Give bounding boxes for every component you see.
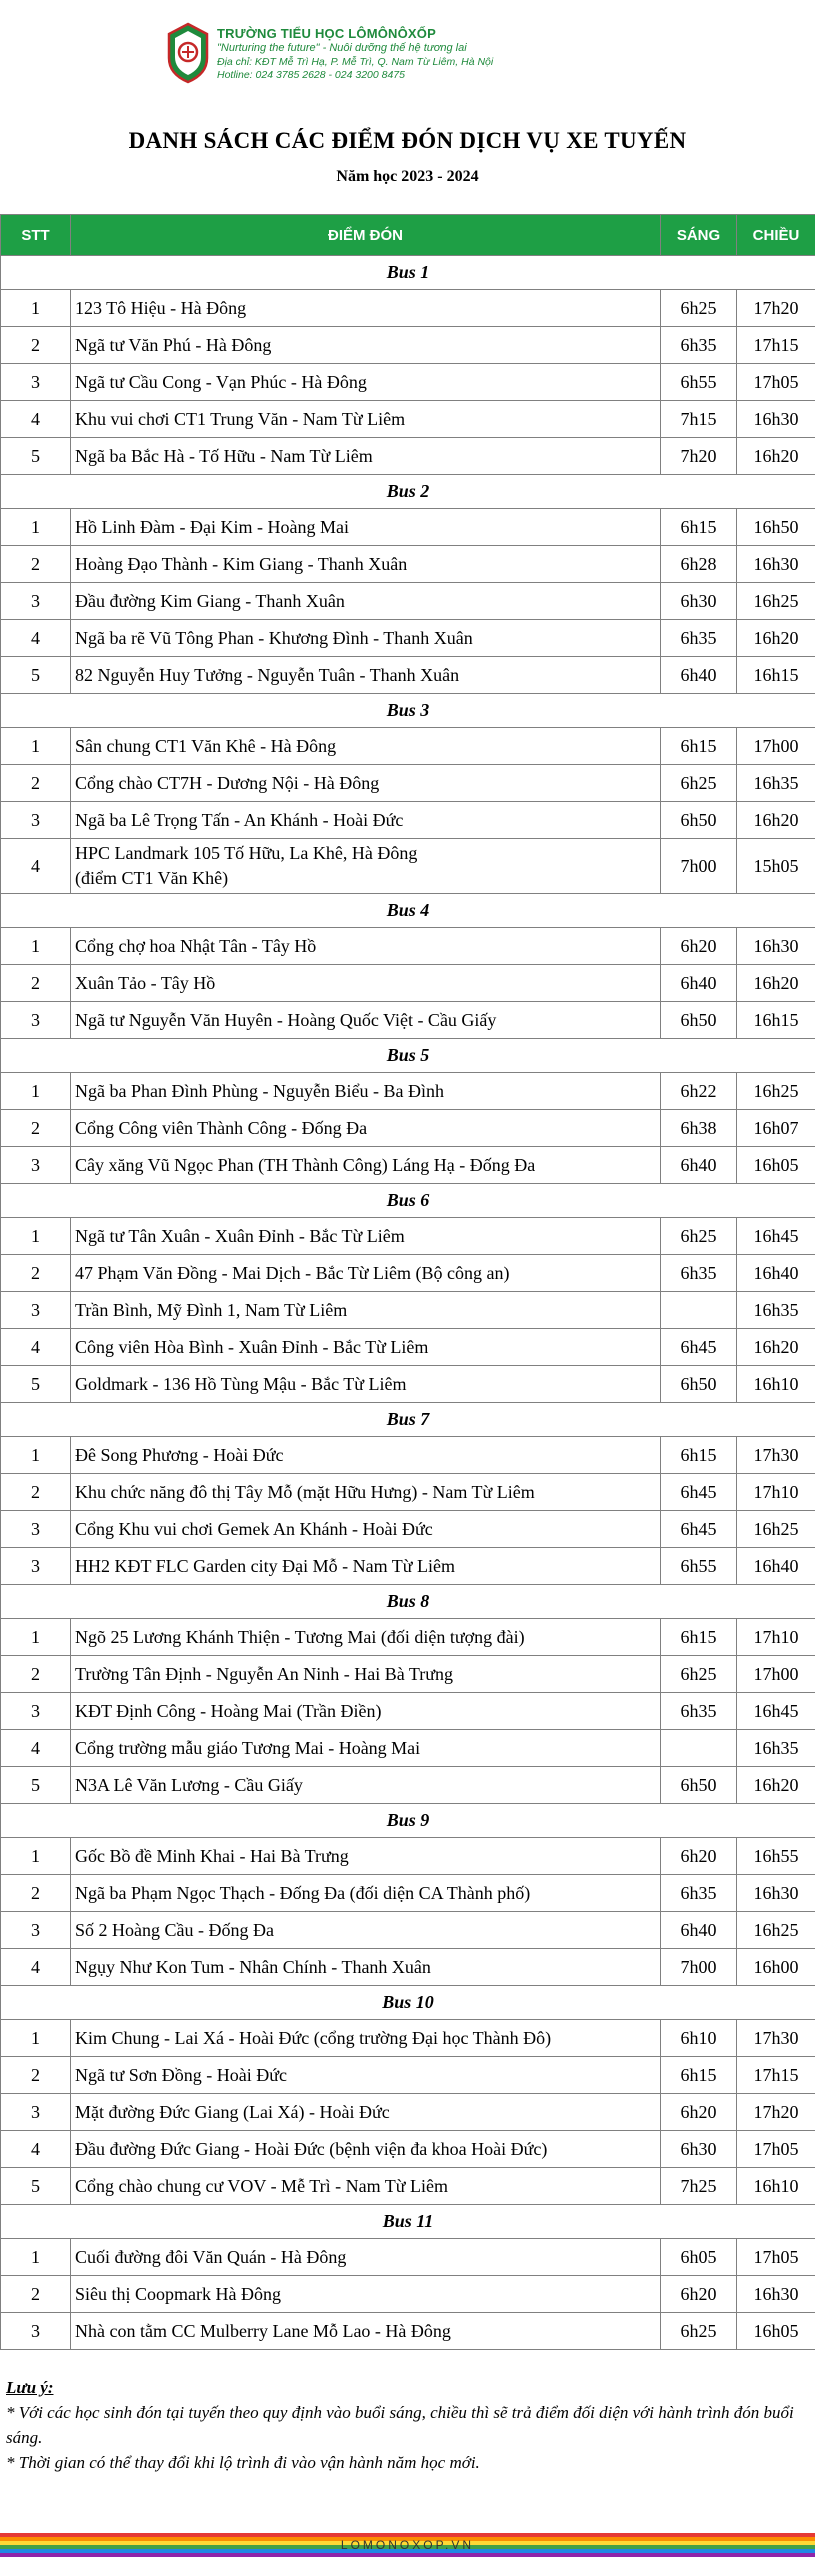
cell-afternoon: 17h20 xyxy=(737,290,815,327)
cell-morning: 6h50 xyxy=(661,802,737,839)
cell-stt: 5 xyxy=(1,2168,71,2205)
bus-name: Bus 1 xyxy=(1,256,815,290)
cell-stt: 1 xyxy=(1,1838,71,1875)
cell-afternoon: 16h25 xyxy=(737,1073,815,1110)
cell-afternoon: 17h15 xyxy=(737,327,815,364)
cell-morning: 6h15 xyxy=(661,509,737,546)
table-row xyxy=(1,1292,815,1329)
cell-morning: 6h25 xyxy=(661,765,737,802)
cell-stt: 3 xyxy=(1,583,71,620)
cell-stt: 5 xyxy=(1,1366,71,1403)
cell-morning: 6h45 xyxy=(661,1474,737,1511)
cell-morning: 6h38 xyxy=(661,1110,737,1147)
table-row xyxy=(1,2168,815,2205)
school-phone: Hotline: 024 3785 2628 - 024 3200 8475 xyxy=(217,69,405,82)
note-item: * Với các học sinh đón tại tuyến theo quy định vào buổi sáng, chiều thì sẽ trả điểm đối diện với hành trình đón buổi sáng. xyxy=(6,2403,794,2447)
table-row xyxy=(1,1511,815,1548)
cell-morning: 6h25 xyxy=(661,290,737,327)
table-row xyxy=(1,2057,815,2094)
bus-group-row xyxy=(1,694,815,728)
cell-stt: 4 xyxy=(1,401,71,438)
cell-morning: 6h10 xyxy=(661,2020,737,2057)
cell-point: KĐT Định Công - Hoàng Mai (Trần Điền) xyxy=(71,1693,661,1730)
cell-point: Cổng Công viên Thành Công - Đống Đa xyxy=(71,1110,661,1147)
page-title: DANH SÁCH CÁC ĐIỂM ĐÓN DỊCH VỤ XE TUYẾN xyxy=(128,128,687,153)
cell-morning: 6h35 xyxy=(661,327,737,364)
cell-stt: 2 xyxy=(1,2276,71,2313)
cell-afternoon: 17h00 xyxy=(737,728,815,765)
cell-afternoon: 16h45 xyxy=(737,1693,815,1730)
cell-morning: 6h25 xyxy=(661,2313,737,2350)
cell-stt: 2 xyxy=(1,1875,71,1912)
cell-afternoon: 16h45 xyxy=(737,1218,815,1255)
cell-stt: 5 xyxy=(1,657,71,694)
cell-stt: 4 xyxy=(1,1730,71,1767)
cell-morning: 6h28 xyxy=(661,546,737,583)
cell-morning: 6h25 xyxy=(661,1218,737,1255)
table-row xyxy=(1,1838,815,1875)
cell-stt: 3 xyxy=(1,1548,71,1585)
cell-stt: 3 xyxy=(1,1002,71,1039)
cell-point: Cổng Khu vui chơi Gemek An Khánh - Hoài Đức xyxy=(71,1511,661,1548)
school-logo-icon xyxy=(165,22,211,84)
cell-stt: 3 xyxy=(1,1912,71,1949)
cell-afternoon: 16h20 xyxy=(737,1329,815,1366)
cell-point: Cổng chào CT7H - Dương Nội - Hà Đông xyxy=(71,765,661,802)
cell-afternoon: 16h20 xyxy=(737,620,815,657)
cell-morning: 6h45 xyxy=(661,1329,737,1366)
table-row xyxy=(1,1619,815,1656)
cell-stt: 1 xyxy=(1,728,71,765)
table-header-row xyxy=(1,215,815,256)
cell-point: Trần Bình, Mỹ Đình 1, Nam Từ Liêm xyxy=(71,1292,661,1329)
table-row xyxy=(1,1255,815,1292)
cell-point: Đầu đường Kim Giang - Thanh Xuân xyxy=(71,583,661,620)
cell-afternoon: 17h10 xyxy=(737,1474,815,1511)
notes-title: Lưu ý: xyxy=(6,2378,54,2397)
cell-point: Công viên Hòa Bình - Xuân Đỉnh - Bắc Từ Liêm xyxy=(71,1329,661,1366)
cell-afternoon: 17h15 xyxy=(737,2057,815,2094)
bus-group-row xyxy=(1,1804,815,1838)
table-row xyxy=(1,1474,815,1511)
cell-stt: 4 xyxy=(1,620,71,657)
bus-group-row xyxy=(1,475,815,509)
cell-afternoon: 16h25 xyxy=(737,1912,815,1949)
cell-point: Đê Song Phương - Hoài Đức xyxy=(71,1437,661,1474)
bus-name: Bus 11 xyxy=(1,2205,815,2239)
school-name: TRƯỜNG TIỂU HỌC LÔMÔNÔXỐP xyxy=(217,26,436,41)
bus-group-row xyxy=(1,2205,815,2239)
table-row xyxy=(1,1767,815,1804)
cell-afternoon: 16h07 xyxy=(737,1110,815,1147)
cell-morning: 6h55 xyxy=(661,1548,737,1585)
cell-morning: 6h20 xyxy=(661,1838,737,1875)
cell-point: Ngõ 25 Lương Khánh Thiện - Tương Mai (đối diện tượng đài) xyxy=(71,1619,661,1656)
table-row xyxy=(1,1875,815,1912)
table-row xyxy=(1,509,815,546)
cell-morning: 6h15 xyxy=(661,728,737,765)
bus-group-row xyxy=(1,256,815,290)
cell-point: Cổng chào chung cư VOV - Mễ Trì - Nam Từ Liêm xyxy=(71,2168,661,2205)
school-year: Năm học 2023 - 2024 xyxy=(336,168,479,185)
table-row xyxy=(1,327,815,364)
cell-stt: 2 xyxy=(1,1474,71,1511)
cell-afternoon: 16h40 xyxy=(737,1255,815,1292)
cell-afternoon: 16h55 xyxy=(737,1838,815,1875)
cell-afternoon: 17h10 xyxy=(737,1619,815,1656)
cell-point: Mặt đường Đức Giang (Lai Xá) - Hoài Đức xyxy=(71,2094,661,2131)
cell-morning: 6h30 xyxy=(661,2131,737,2168)
table-row xyxy=(1,583,815,620)
bus-name: Bus 9 xyxy=(1,1804,815,1838)
table-row xyxy=(1,2313,815,2350)
cell-afternoon: 16h40 xyxy=(737,1548,815,1585)
table-row xyxy=(1,1693,815,1730)
table-row xyxy=(1,1912,815,1949)
table-row xyxy=(1,1110,815,1147)
pickup-table xyxy=(0,214,815,2350)
cell-afternoon: 16h20 xyxy=(737,802,815,839)
note-item: * Thời gian có thể thay đổi khi lộ trình đi vào vận hành năm học mới. xyxy=(6,2453,480,2472)
cell-afternoon: 16h05 xyxy=(737,2313,815,2350)
table-row xyxy=(1,401,815,438)
pickup-table-wrap xyxy=(0,214,815,2350)
cell-afternoon: 16h30 xyxy=(737,401,815,438)
cell-point: Gốc Bồ đề Minh Khai - Hai Bà Trưng xyxy=(71,1838,661,1875)
cell-afternoon: 16h35 xyxy=(737,765,815,802)
bus-group-row xyxy=(1,1039,815,1073)
cell-morning: 6h40 xyxy=(661,1147,737,1184)
cell-morning: 7h15 xyxy=(661,401,737,438)
cell-stt: 1 xyxy=(1,2020,71,2057)
cell-afternoon: 16h30 xyxy=(737,2276,815,2313)
cell-stt: 3 xyxy=(1,802,71,839)
cell-stt: 2 xyxy=(1,1656,71,1693)
table-row xyxy=(1,438,815,475)
cell-stt: 2 xyxy=(1,1110,71,1147)
cell-stt: 3 xyxy=(1,1511,71,1548)
school-address: Địa chỉ: KĐT Mễ Trì Hạ, P. Mễ Trì, Q. Nam Từ Liêm, Hà Nội xyxy=(217,56,494,68)
table-row xyxy=(1,2020,815,2057)
cell-morning: 6h05 xyxy=(661,2239,737,2276)
table-row xyxy=(1,1147,815,1184)
table-row xyxy=(1,1329,815,1366)
cell-point: Ngã tư Tân Xuân - Xuân Đỉnh - Bắc Từ Liêm xyxy=(71,1218,661,1255)
cell-afternoon: 17h05 xyxy=(737,2239,815,2276)
cell-stt: 3 xyxy=(1,2313,71,2350)
cell-afternoon: 16h30 xyxy=(737,546,815,583)
bus-name: Bus 8 xyxy=(1,1585,815,1619)
cell-point: Số 2 Hoàng Cầu - Đống Đa xyxy=(71,1912,661,1949)
cell-stt: 3 xyxy=(1,1292,71,1329)
cell-point: Ngã ba Lê Trọng Tấn - An Khánh - Hoài Đức xyxy=(71,802,661,839)
cell-point: Ngã ba Bắc Hà - Tố Hữu - Nam Từ Liêm xyxy=(71,438,661,475)
table-row xyxy=(1,2094,815,2131)
cell-point: Goldmark - 136 Hồ Tùng Mậu - Bắc Từ Liêm xyxy=(71,1366,661,1403)
bus-group-row xyxy=(1,1986,815,2020)
cell-afternoon: 16h00 xyxy=(737,1949,815,1986)
bus-group-row xyxy=(1,1403,815,1437)
cell-afternoon: 16h25 xyxy=(737,1511,815,1548)
cell-stt: 3 xyxy=(1,364,71,401)
cell-morning: 6h50 xyxy=(661,1767,737,1804)
footer-website: LOMONOXOP.VN xyxy=(340,2538,475,2552)
table-row xyxy=(1,2276,815,2313)
cell-morning: 6h45 xyxy=(661,1511,737,1548)
cell-afternoon: 17h20 xyxy=(737,2094,815,2131)
cell-morning: 6h55 xyxy=(661,364,737,401)
cell-stt: 2 xyxy=(1,546,71,583)
cell-morning: 6h25 xyxy=(661,1656,737,1693)
point-line: HPC Landmark 105 Tố Hữu, La Khê, Hà Đông xyxy=(75,843,418,863)
table-row xyxy=(1,1548,815,1585)
header-afternoon: CHIỀU xyxy=(737,215,815,256)
cell-afternoon: 17h00 xyxy=(737,1656,815,1693)
cell-point: Ngã tư Nguyễn Văn Huyên - Hoàng Quốc Việt - Cầu Giấy xyxy=(71,1002,661,1039)
cell-morning: 6h50 xyxy=(661,1002,737,1039)
cell-point: Ngã ba Phan Đình Phùng - Nguyễn Biểu - Ba Đình xyxy=(71,1073,661,1110)
cell-point: Cây xăng Vũ Ngọc Phan (TH Thành Công) Láng Hạ - Đống Đa xyxy=(71,1147,661,1184)
cell-morning: 7h25 xyxy=(661,2168,737,2205)
cell-morning xyxy=(661,1730,737,1767)
cell-point: Trường Tân Định - Nguyễn An Ninh - Hai Bà Trưng xyxy=(71,1656,661,1693)
table-row xyxy=(1,620,815,657)
cell-point: Ngã tư Sơn Đồng - Hoài Đức xyxy=(71,2057,661,2094)
table-row xyxy=(1,290,815,327)
cell-stt: 1 xyxy=(1,1073,71,1110)
table-row xyxy=(1,1002,815,1039)
cell-stt: 2 xyxy=(1,765,71,802)
cell-point xyxy=(71,839,661,894)
cell-point: N3A Lê Văn Lương - Cầu Giấy xyxy=(71,1767,661,1804)
bus-name: Bus 6 xyxy=(1,1184,815,1218)
table-row xyxy=(1,2239,815,2276)
table-row xyxy=(1,546,815,583)
header-point: ĐIỂM ĐÓN xyxy=(71,215,661,256)
table-row xyxy=(1,657,815,694)
cell-stt: 2 xyxy=(1,1255,71,1292)
bus-name: Bus 5 xyxy=(1,1039,815,1073)
bus-name: Bus 7 xyxy=(1,1403,815,1437)
table-row xyxy=(1,1656,815,1693)
cell-point: Ngã tư Văn Phú - Hà Đông xyxy=(71,327,661,364)
cell-stt: 1 xyxy=(1,1218,71,1255)
cell-morning: 6h22 xyxy=(661,1073,737,1110)
cell-morning: 7h00 xyxy=(661,1949,737,1986)
cell-morning: 6h40 xyxy=(661,965,737,1002)
cell-morning: 6h40 xyxy=(661,657,737,694)
cell-morning: 6h15 xyxy=(661,1437,737,1474)
cell-point: Ngụy Như Kon Tum - Nhân Chính - Thanh Xuân xyxy=(71,1949,661,1986)
cell-point: Khu chức năng đô thị Tây Mỗ (mặt Hữu Hưng) - Nam Từ Liêm xyxy=(71,1474,661,1511)
cell-afternoon: 16h25 xyxy=(737,583,815,620)
cell-morning: 6h35 xyxy=(661,1875,737,1912)
cell-afternoon: 16h35 xyxy=(737,1292,815,1329)
cell-point: Cổng chợ hoa Nhật Tân - Tây Hồ xyxy=(71,928,661,965)
table-row xyxy=(1,2131,815,2168)
cell-morning: 6h15 xyxy=(661,2057,737,2094)
cell-stt: 4 xyxy=(1,1329,71,1366)
cell-point: Siêu thị Coopmark Hà Đông xyxy=(71,2276,661,2313)
cell-point: Kim Chung - Lai Xá - Hoài Đức (cổng trường Đại học Thành Đô) xyxy=(71,2020,661,2057)
cell-morning: 6h20 xyxy=(661,928,737,965)
school-slogan: "Nurturing the future" - Nuôi dưỡng thế hệ tương lai xyxy=(217,42,467,55)
bus-group-row xyxy=(1,1585,815,1619)
cell-point: Sân chung CT1 Văn Khê - Hà Đông xyxy=(71,728,661,765)
cell-morning: 6h20 xyxy=(661,2094,737,2131)
table-row xyxy=(1,965,815,1002)
cell-afternoon: 16h30 xyxy=(737,1875,815,1912)
cell-stt: 3 xyxy=(1,2094,71,2131)
cell-afternoon: 17h30 xyxy=(737,1437,815,1474)
cell-point: 47 Phạm Văn Đồng - Mai Dịch - Bắc Từ Liêm (Bộ công an) xyxy=(71,1255,661,1292)
cell-afternoon: 15h05 xyxy=(737,839,815,894)
notes xyxy=(6,2375,806,2475)
cell-morning: 6h15 xyxy=(661,1619,737,1656)
table-row xyxy=(1,839,815,894)
bus-name: Bus 4 xyxy=(1,894,815,928)
cell-morning: 7h00 xyxy=(661,839,737,894)
table-row xyxy=(1,364,815,401)
cell-afternoon: 17h30 xyxy=(737,2020,815,2057)
table-row xyxy=(1,1730,815,1767)
cell-afternoon: 16h20 xyxy=(737,965,815,1002)
cell-point: Xuân Tảo - Tây Hồ xyxy=(71,965,661,1002)
cell-stt: 2 xyxy=(1,965,71,1002)
bus-name: Bus 3 xyxy=(1,694,815,728)
cell-point: Ngã tư Cầu Cong - Vạn Phúc - Hà Đông xyxy=(71,364,661,401)
header-morning: SÁNG xyxy=(661,215,737,256)
cell-stt: 2 xyxy=(1,2057,71,2094)
cell-stt: 3 xyxy=(1,1147,71,1184)
bus-name: Bus 2 xyxy=(1,475,815,509)
cell-afternoon: 16h35 xyxy=(737,1730,815,1767)
cell-point: Hồ Linh Đàm - Đại Kim - Hoàng Mai xyxy=(71,509,661,546)
cell-morning: 6h40 xyxy=(661,1912,737,1949)
footer xyxy=(0,2533,815,2560)
cell-point: Hoàng Đạo Thành - Kim Giang - Thanh Xuân xyxy=(71,546,661,583)
table-row xyxy=(1,1949,815,1986)
cell-afternoon: 16h05 xyxy=(737,1147,815,1184)
cell-point: 123 Tô Hiệu - Hà Đông xyxy=(71,290,661,327)
footer-stripe xyxy=(0,2553,815,2557)
bus-group-row xyxy=(1,894,815,928)
school-info xyxy=(217,26,493,82)
header-stt: STT xyxy=(1,215,71,256)
cell-morning: 6h30 xyxy=(661,583,737,620)
cell-point: Đầu đường Đức Giang - Hoài Đức (bệnh viện đa khoa Hoài Đức) xyxy=(71,2131,661,2168)
cell-stt: 1 xyxy=(1,509,71,546)
cell-stt: 1 xyxy=(1,1437,71,1474)
cell-afternoon: 16h20 xyxy=(737,1767,815,1804)
cell-point: Ngã ba Phạm Ngọc Thạch - Đống Đa (đối diện CA Thành phố) xyxy=(71,1875,661,1912)
table-row xyxy=(1,1437,815,1474)
cell-point: Khu vui chơi CT1 Trung Văn - Nam Từ Liêm xyxy=(71,401,661,438)
cell-point: Nhà con tằm CC Mulberry Lane Mỗ Lao - Hà Đông xyxy=(71,2313,661,2350)
cell-point: Cuối đường đôi Văn Quán - Hà Đông xyxy=(71,2239,661,2276)
cell-morning: 6h35 xyxy=(661,620,737,657)
cell-afternoon: 16h15 xyxy=(737,657,815,694)
cell-stt: 1 xyxy=(1,290,71,327)
bus-name: Bus 10 xyxy=(1,1986,815,2020)
cell-stt: 3 xyxy=(1,1693,71,1730)
cell-stt: 2 xyxy=(1,327,71,364)
cell-afternoon: 16h15 xyxy=(737,1002,815,1039)
page-header xyxy=(0,0,815,95)
cell-stt: 4 xyxy=(1,839,71,894)
point-line: (điểm CT1 Văn Khê) xyxy=(75,868,229,888)
cell-afternoon: 16h50 xyxy=(737,509,815,546)
cell-afternoon: 16h30 xyxy=(737,928,815,965)
cell-afternoon: 17h05 xyxy=(737,2131,815,2168)
table-row xyxy=(1,765,815,802)
table-row xyxy=(1,1073,815,1110)
cell-afternoon: 17h05 xyxy=(737,364,815,401)
cell-morning: 6h35 xyxy=(661,1693,737,1730)
cell-point: HH2 KĐT FLC Garden city Đại Mỗ - Nam Từ Liêm xyxy=(71,1548,661,1585)
cell-morning: 7h20 xyxy=(661,438,737,475)
cell-stt: 1 xyxy=(1,2239,71,2276)
cell-stt: 1 xyxy=(1,1619,71,1656)
cell-stt: 1 xyxy=(1,928,71,965)
cell-afternoon: 16h10 xyxy=(737,2168,815,2205)
cell-morning: 6h20 xyxy=(661,2276,737,2313)
cell-afternoon: 16h20 xyxy=(737,438,815,475)
cell-afternoon: 16h10 xyxy=(737,1366,815,1403)
cell-stt: 4 xyxy=(1,2131,71,2168)
cell-stt: 4 xyxy=(1,1949,71,1986)
table-row xyxy=(1,928,815,965)
cell-point: Cổng trường mẫu giáo Tương Mai - Hoàng Mai xyxy=(71,1730,661,1767)
cell-morning: 6h50 xyxy=(661,1366,737,1403)
cell-morning: 6h35 xyxy=(661,1255,737,1292)
cell-point: Ngã ba rẽ Vũ Tông Phan - Khương Đình - Thanh Xuân xyxy=(71,620,661,657)
cell-point: 82 Nguyễn Huy Tưởng - Nguyễn Tuân - Thanh Xuân xyxy=(71,657,661,694)
table-row xyxy=(1,802,815,839)
table-row xyxy=(1,1366,815,1403)
table-row xyxy=(1,728,815,765)
cell-morning xyxy=(661,1292,737,1329)
cell-stt: 5 xyxy=(1,1767,71,1804)
bus-group-row xyxy=(1,1184,815,1218)
cell-stt: 5 xyxy=(1,438,71,475)
table-row xyxy=(1,1218,815,1255)
table-body xyxy=(1,256,815,2350)
